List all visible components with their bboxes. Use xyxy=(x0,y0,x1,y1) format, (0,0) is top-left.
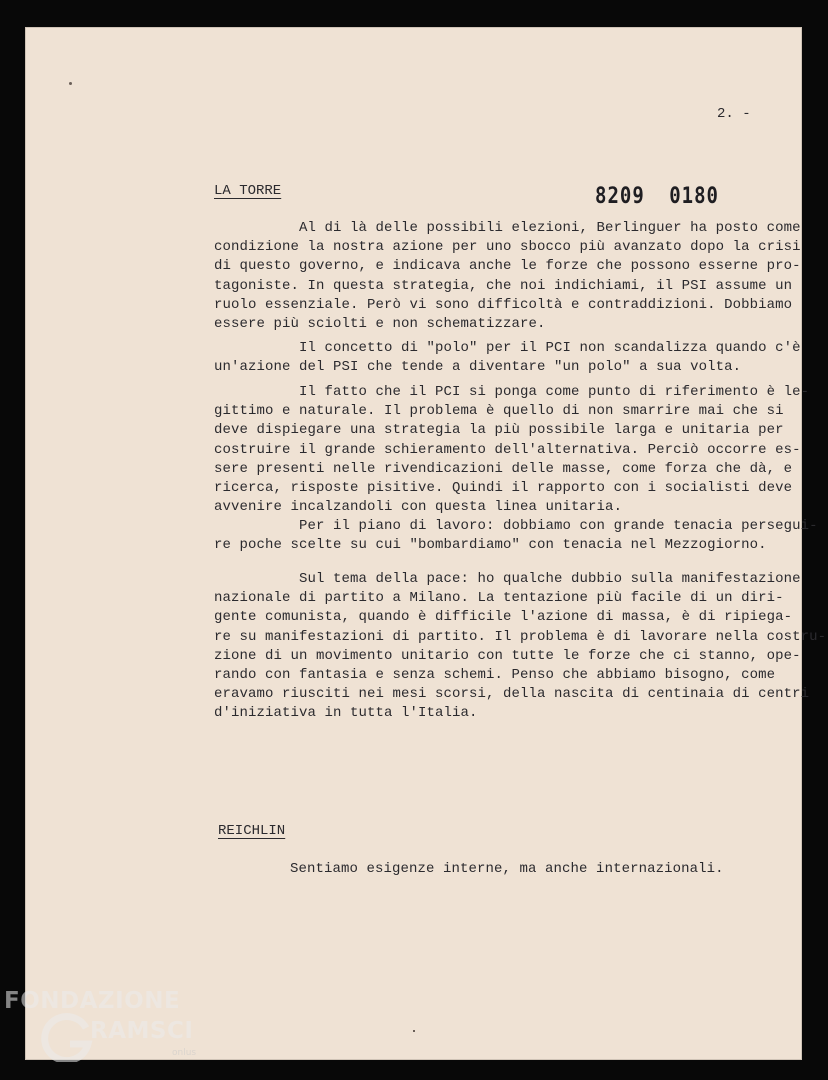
watermark-onlus: onlus xyxy=(172,1048,197,1058)
document-page xyxy=(25,27,827,1060)
paragraph-2: Il concetto di "polo" per il PCI non scandalizza quando c'è un'azione del PSI che tende a diventare "un polo" a sua volta. xyxy=(214,340,801,376)
paragraph-4: Per il piano di lavoro: dobbiamo con grande tenacia persegui- re poche scelte su cui "bombardiamo" con tenacia nel Mezzogiorno. xyxy=(214,518,818,554)
watermark-line2: RAMSCI xyxy=(90,1018,194,1044)
paragraph-6: Sentiamo esigenze interne, ma anche internazionali. xyxy=(205,861,724,877)
punch-mark xyxy=(69,82,72,85)
speaker-reichlin: REICHLIN xyxy=(218,823,286,839)
paragraph-5: Sul tema della pace: ho qualche dubbio sulla manifestazione nazionale di partito a Milano. La tentazione più facile di un diri- gente comunista, quando è difficile l'azione di massa, è di ripiega- re su manifestazioni di partito. Il problema è di lavorare nella costru- zione di un movimento unitario con tutte le forze che ci stanno, ope- rando con fantasia e senza schemi. Penso che abbiamo bisogno, come eravamo riusciti nei mesi scorsi, della nascita di centinaia di centri d'iniziativa in tutta l'Italia. xyxy=(214,571,827,722)
archive-number-stamp: 8209 0180 xyxy=(595,183,719,209)
watermark-line1: FONDAZIONE xyxy=(4,988,181,1014)
ink-dot xyxy=(413,1030,415,1032)
paragraph-1: Al di là delle possibili elezioni, Berlinguer ha posto come condizione la nostra azione per uno sbocco più avanzato dopo la crisi di questo governo, e indicava anche le forze che possono esserne pro- tagoniste. In questa strategia, che noi indichiami, il PSI assume un ruolo essenziale. Però vi sono difficoltà e contraddizioni. Dobbiamo essere più sciolti e non schematizzare. xyxy=(214,220,801,333)
paragraph-3: Il fatto che il PCI si ponga come punto di riferimento è le- gittimo e naturale. Il problema è quello di non smarrire mai che si deve dispiegare una strategia la più possibile larga e unitaria per costruire il grande schieramento dell'alternativa. Perciò occorre es- sere presenti nelle rivendicazioni delle masse, come forza che dà, e ricerca, risposte pisitive. Quindi il rapporto con i socialisti deve avvenire incalzandoli con questa linea unitaria. xyxy=(214,384,810,516)
fondazione-gramsci-watermark xyxy=(4,988,214,1068)
gramsci-g-logo-icon xyxy=(36,1010,94,1062)
speaker-la-torre: LA TORRE xyxy=(214,183,282,199)
page-number: 2. - xyxy=(717,106,751,122)
